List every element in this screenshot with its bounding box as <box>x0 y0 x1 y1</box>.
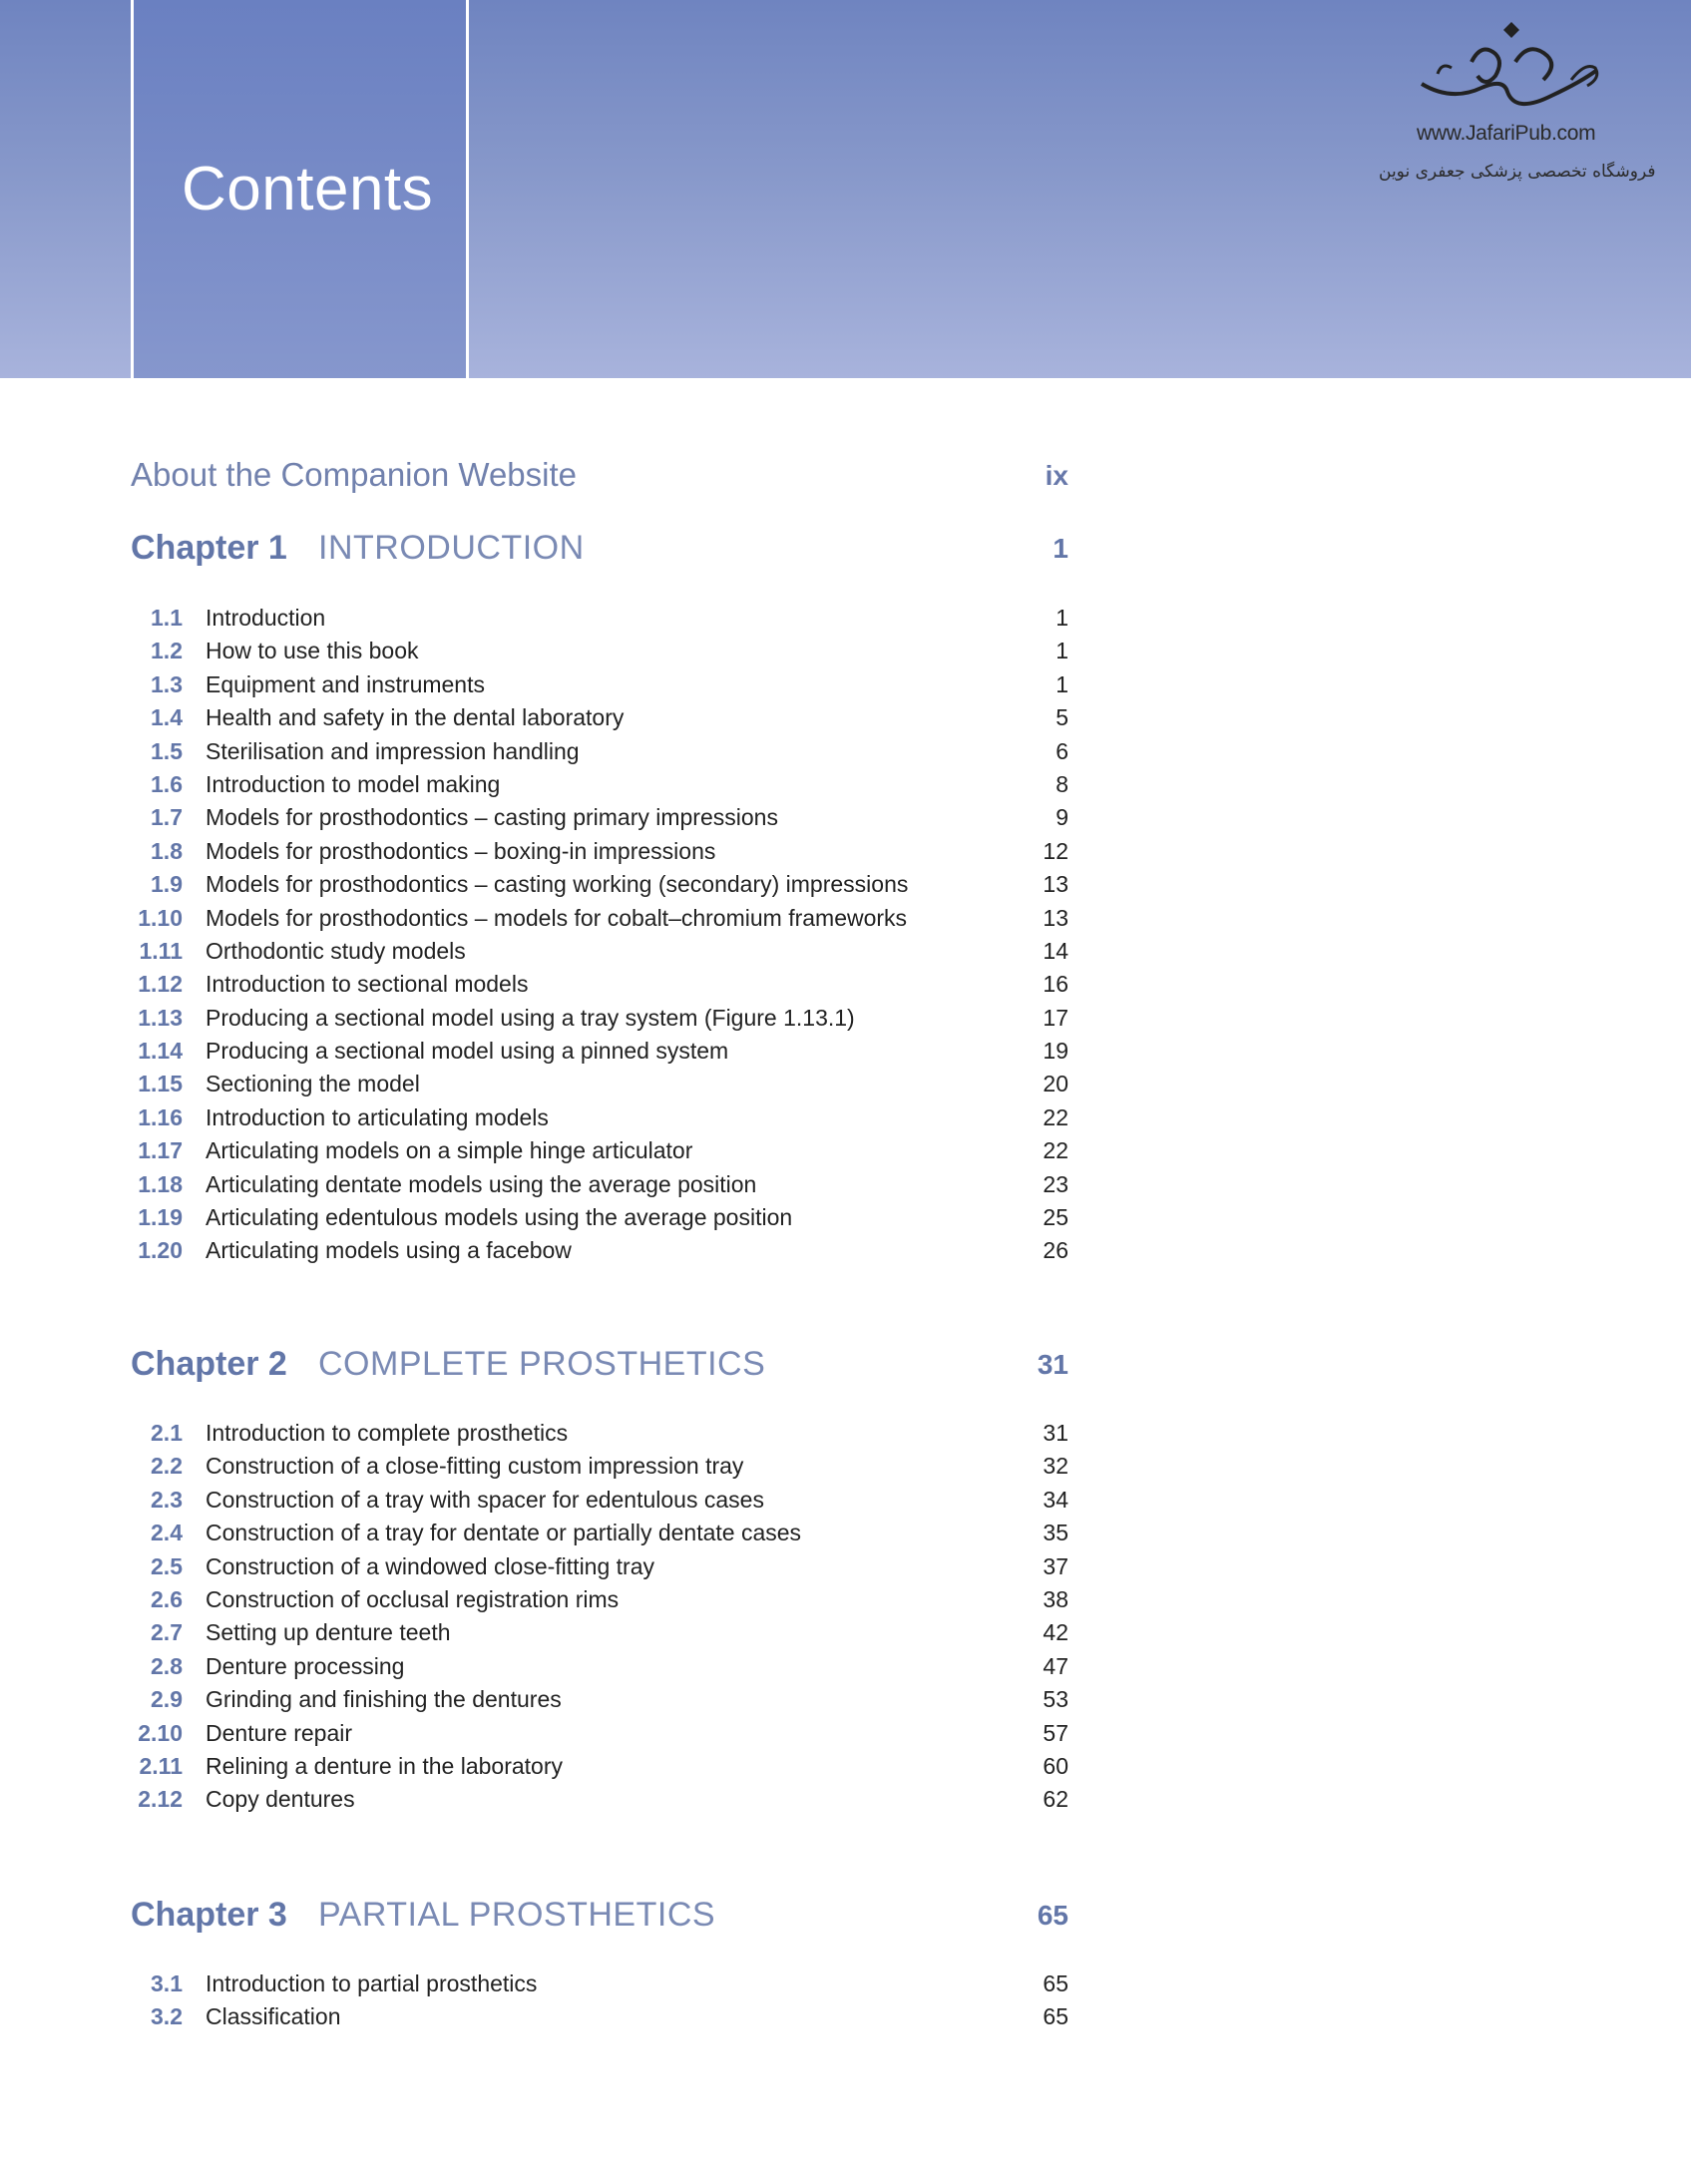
section-page-number: 1 <box>1056 638 1068 664</box>
section-page-number: 23 <box>1043 1170 1068 1197</box>
toc-section-row[interactable] <box>131 1071 1068 1103</box>
toc-section-row[interactable] <box>131 1720 1068 1753</box>
section-title: Introduction to sectional models <box>206 971 529 998</box>
chapter-title: COMPLETE PROSTHETICS <box>318 1345 766 1383</box>
section-number: 1.8 <box>151 837 183 864</box>
section-number: 2.4 <box>151 1520 183 1546</box>
section-title: Classification <box>206 2003 341 2030</box>
section-number: 2.11 <box>139 1752 183 1779</box>
section-page-number: 16 <box>1043 971 1068 998</box>
section-number: 1.13 <box>138 1004 183 1031</box>
toc-section-row[interactable] <box>131 1619 1068 1652</box>
section-number: 1.1 <box>151 605 183 631</box>
section-title: Grinding and finishing the dentures <box>206 1686 562 1713</box>
about-page-number: ix <box>1045 460 1068 491</box>
section-number: 2.5 <box>151 1552 183 1579</box>
section-page-number: 37 <box>1043 1552 1068 1579</box>
section-number: 2.2 <box>151 1453 183 1480</box>
section-title: Articulating models using a facebow <box>206 1237 572 1264</box>
section-number: 1.15 <box>138 1071 183 1097</box>
chapter-number: Chapter 2 <box>131 1345 287 1383</box>
section-page-number: 53 <box>1043 1686 1068 1713</box>
section-title: Health and safety in the dental laboratory <box>206 704 625 731</box>
section-title: Articulating edentulous models using the average position <box>206 1204 793 1231</box>
chapter-3-section-list <box>131 1970 1068 2037</box>
logo-url-text: www.JafariPub.com <box>1417 122 1596 145</box>
chapter-number: Chapter 1 <box>131 529 287 567</box>
chapter-number: Chapter 3 <box>131 1896 287 1934</box>
toc-section-row[interactable] <box>131 1137 1068 1170</box>
section-number: 2.12 <box>138 1786 183 1813</box>
section-title: Articulating models on a simple hinge articulator <box>206 1137 693 1164</box>
section-title: Relining a denture in the laboratory <box>206 1752 564 1779</box>
section-title: Construction of a close-fitting custom impression tray <box>206 1453 744 1480</box>
section-title: Construction of occlusal registration rims <box>206 1585 620 1612</box>
chapter-heading-3[interactable] <box>131 1896 1068 1944</box>
section-number: 2.9 <box>151 1686 183 1713</box>
section-page-number: 22 <box>1043 1103 1068 1130</box>
section-title: Introduction to model making <box>206 770 501 797</box>
toc-section-row[interactable] <box>131 605 1068 638</box>
section-page-number: 65 <box>1043 1970 1068 1996</box>
logo-tagline: فروشگاه تخصصی پزشکی جعفری نوین <box>1379 162 1656 182</box>
section-title: Models for prosthodontics – models for cobalt–chromium frameworks <box>206 904 908 931</box>
section-number: 1.5 <box>151 737 183 764</box>
toc-section-row[interactable] <box>131 704 1068 737</box>
section-page-number: 20 <box>1043 1071 1068 1097</box>
section-page-number: 62 <box>1043 1786 1068 1813</box>
section-number: 1.11 <box>139 937 183 964</box>
section-page-number: 1 <box>1056 670 1068 697</box>
section-page-number: 13 <box>1043 871 1068 898</box>
section-number: 1.9 <box>151 871 183 898</box>
toc-section-row[interactable] <box>131 1487 1068 1520</box>
publisher-logo[interactable] <box>1367 22 1666 192</box>
section-number: 1.20 <box>138 1237 183 1264</box>
section-number: 1.12 <box>138 971 183 998</box>
section-title: Models for prosthodontics – casting primary impressions <box>206 804 778 831</box>
toc-section-row[interactable] <box>131 2003 1068 2036</box>
section-page-number: 12 <box>1043 837 1068 864</box>
section-title: Construction of a tray for dentate or partially dentate cases <box>206 1520 802 1546</box>
toc-section-row[interactable] <box>131 1970 1068 2003</box>
calligraphy-logo-icon <box>1412 22 1611 122</box>
toc-section-row[interactable] <box>131 1753 1068 1786</box>
section-title: Construction of a windowed close-fitting tray <box>206 1552 654 1579</box>
section-page-number: 8 <box>1056 770 1068 797</box>
chapter-page-number: 65 <box>1037 1900 1068 1931</box>
toc-section-row[interactable] <box>131 804 1068 837</box>
section-page-number: 47 <box>1043 1652 1068 1679</box>
toc-section-row[interactable] <box>131 771 1068 804</box>
toc-section-row[interactable] <box>131 905 1068 938</box>
section-title: Sterilisation and impression handling <box>206 737 580 764</box>
section-title: Models for prosthodontics – boxing-in impressions <box>206 837 716 864</box>
toc-section-row[interactable] <box>131 1520 1068 1552</box>
section-number: 1.7 <box>151 804 183 831</box>
toc-entry-about[interactable] <box>131 456 1068 500</box>
toc-section-row[interactable] <box>131 1420 1068 1453</box>
chapter-page-number: 1 <box>1053 533 1068 564</box>
section-number: 1.3 <box>151 670 183 697</box>
section-page-number: 5 <box>1056 704 1068 731</box>
section-number: 3.1 <box>151 1970 183 1996</box>
section-title: Setting up denture teeth <box>206 1619 451 1646</box>
toc-section-row[interactable] <box>131 1553 1068 1586</box>
toc-section-row[interactable] <box>131 1171 1068 1204</box>
toc-section-row[interactable] <box>131 1038 1068 1071</box>
toc-section-row[interactable] <box>131 1005 1068 1038</box>
section-number: 1.14 <box>138 1038 183 1065</box>
section-page-number: 9 <box>1056 804 1068 831</box>
section-title: Introduction to articulating models <box>206 1103 549 1130</box>
toc-section-row[interactable] <box>131 838 1068 871</box>
chapter-title: INTRODUCTION <box>318 529 585 567</box>
section-page-number: 57 <box>1043 1719 1068 1746</box>
section-title: Denture repair <box>206 1719 353 1746</box>
section-title: Models for prosthodontics – casting working (secondary) impressions <box>206 871 909 898</box>
section-number: 3.2 <box>151 2003 183 2030</box>
section-number: 2.7 <box>151 1619 183 1646</box>
section-page-number: 31 <box>1043 1420 1068 1446</box>
section-page-number: 38 <box>1043 1585 1068 1612</box>
section-title: Producing a sectional model using a pinned system <box>206 1038 729 1065</box>
toc-section-row[interactable] <box>131 971 1068 1004</box>
section-number: 2.1 <box>151 1420 183 1446</box>
section-number: 2.10 <box>138 1719 183 1746</box>
section-number: 1.16 <box>138 1103 183 1130</box>
section-number: 1.19 <box>138 1204 183 1231</box>
section-title: Copy dentures <box>206 1786 355 1813</box>
section-title: Sectioning the model <box>206 1071 420 1097</box>
section-number: 1.18 <box>138 1170 183 1197</box>
section-page-number: 32 <box>1043 1453 1068 1480</box>
section-number: 2.3 <box>151 1486 183 1513</box>
section-title: Construction of a tray with spacer for edentulous cases <box>206 1486 764 1513</box>
section-number: 1.2 <box>151 638 183 664</box>
section-number: 1.10 <box>138 904 183 931</box>
section-page-number: 6 <box>1056 737 1068 764</box>
section-page-number: 22 <box>1043 1137 1068 1164</box>
section-title: Articulating dentate models using the average position <box>206 1170 757 1197</box>
section-title: Orthodontic study models <box>206 937 466 964</box>
section-page-number: 34 <box>1043 1486 1068 1513</box>
section-title: Introduction to complete prosthetics <box>206 1420 569 1446</box>
toc-section-row[interactable] <box>131 1653 1068 1686</box>
toc-section-row[interactable] <box>131 1104 1068 1137</box>
section-page-number: 60 <box>1043 1752 1068 1779</box>
section-title: Introduction to partial prosthetics <box>206 1970 538 1996</box>
chapter-title: PARTIAL PROSTHETICS <box>318 1896 716 1934</box>
section-number: 2.8 <box>151 1652 183 1679</box>
toc-section-row[interactable] <box>131 1786 1068 1819</box>
section-title: Equipment and instruments <box>206 670 485 697</box>
section-page-number: 65 <box>1043 2003 1068 2030</box>
toc-section-row[interactable] <box>131 1204 1068 1237</box>
section-title: Introduction <box>206 605 326 631</box>
about-label: About the Companion Website <box>131 456 577 493</box>
section-page-number: 25 <box>1043 1204 1068 1231</box>
section-page-number: 42 <box>1043 1619 1068 1646</box>
section-title: Producing a sectional model using a tray system (Figure 1.13.1) <box>206 1004 855 1031</box>
section-page-number: 14 <box>1043 937 1068 964</box>
toc-section-row[interactable] <box>131 871 1068 904</box>
toc-section-row[interactable] <box>131 1453 1068 1486</box>
section-title: How to use this book <box>206 638 419 664</box>
toc-section-row[interactable] <box>131 1686 1068 1719</box>
chapter-heading-1[interactable] <box>131 529 1068 577</box>
chapter-page-number: 31 <box>1037 1349 1068 1380</box>
section-number: 2.6 <box>151 1585 183 1612</box>
section-number: 1.6 <box>151 770 183 797</box>
chapter-2-section-list <box>131 1420 1068 1820</box>
section-number: 1.17 <box>138 1137 183 1164</box>
toc-section-row[interactable] <box>131 938 1068 971</box>
page-title: Contents <box>182 155 434 223</box>
toc-section-row[interactable] <box>131 1586 1068 1619</box>
section-page-number: 19 <box>1043 1038 1068 1065</box>
section-title: Denture processing <box>206 1652 405 1679</box>
section-number: 1.4 <box>151 704 183 731</box>
toc-section-row[interactable] <box>131 1237 1068 1270</box>
toc-section-row[interactable] <box>131 738 1068 771</box>
chapter-heading-2[interactable] <box>131 1345 1068 1393</box>
section-page-number: 35 <box>1043 1520 1068 1546</box>
section-page-number: 17 <box>1043 1004 1068 1031</box>
toc-section-row[interactable] <box>131 638 1068 670</box>
section-page-number: 26 <box>1043 1237 1068 1264</box>
section-page-number: 13 <box>1043 904 1068 931</box>
section-page-number: 1 <box>1056 605 1068 631</box>
toc-section-row[interactable] <box>131 671 1068 704</box>
chapter-1-section-list <box>131 605 1068 1271</box>
